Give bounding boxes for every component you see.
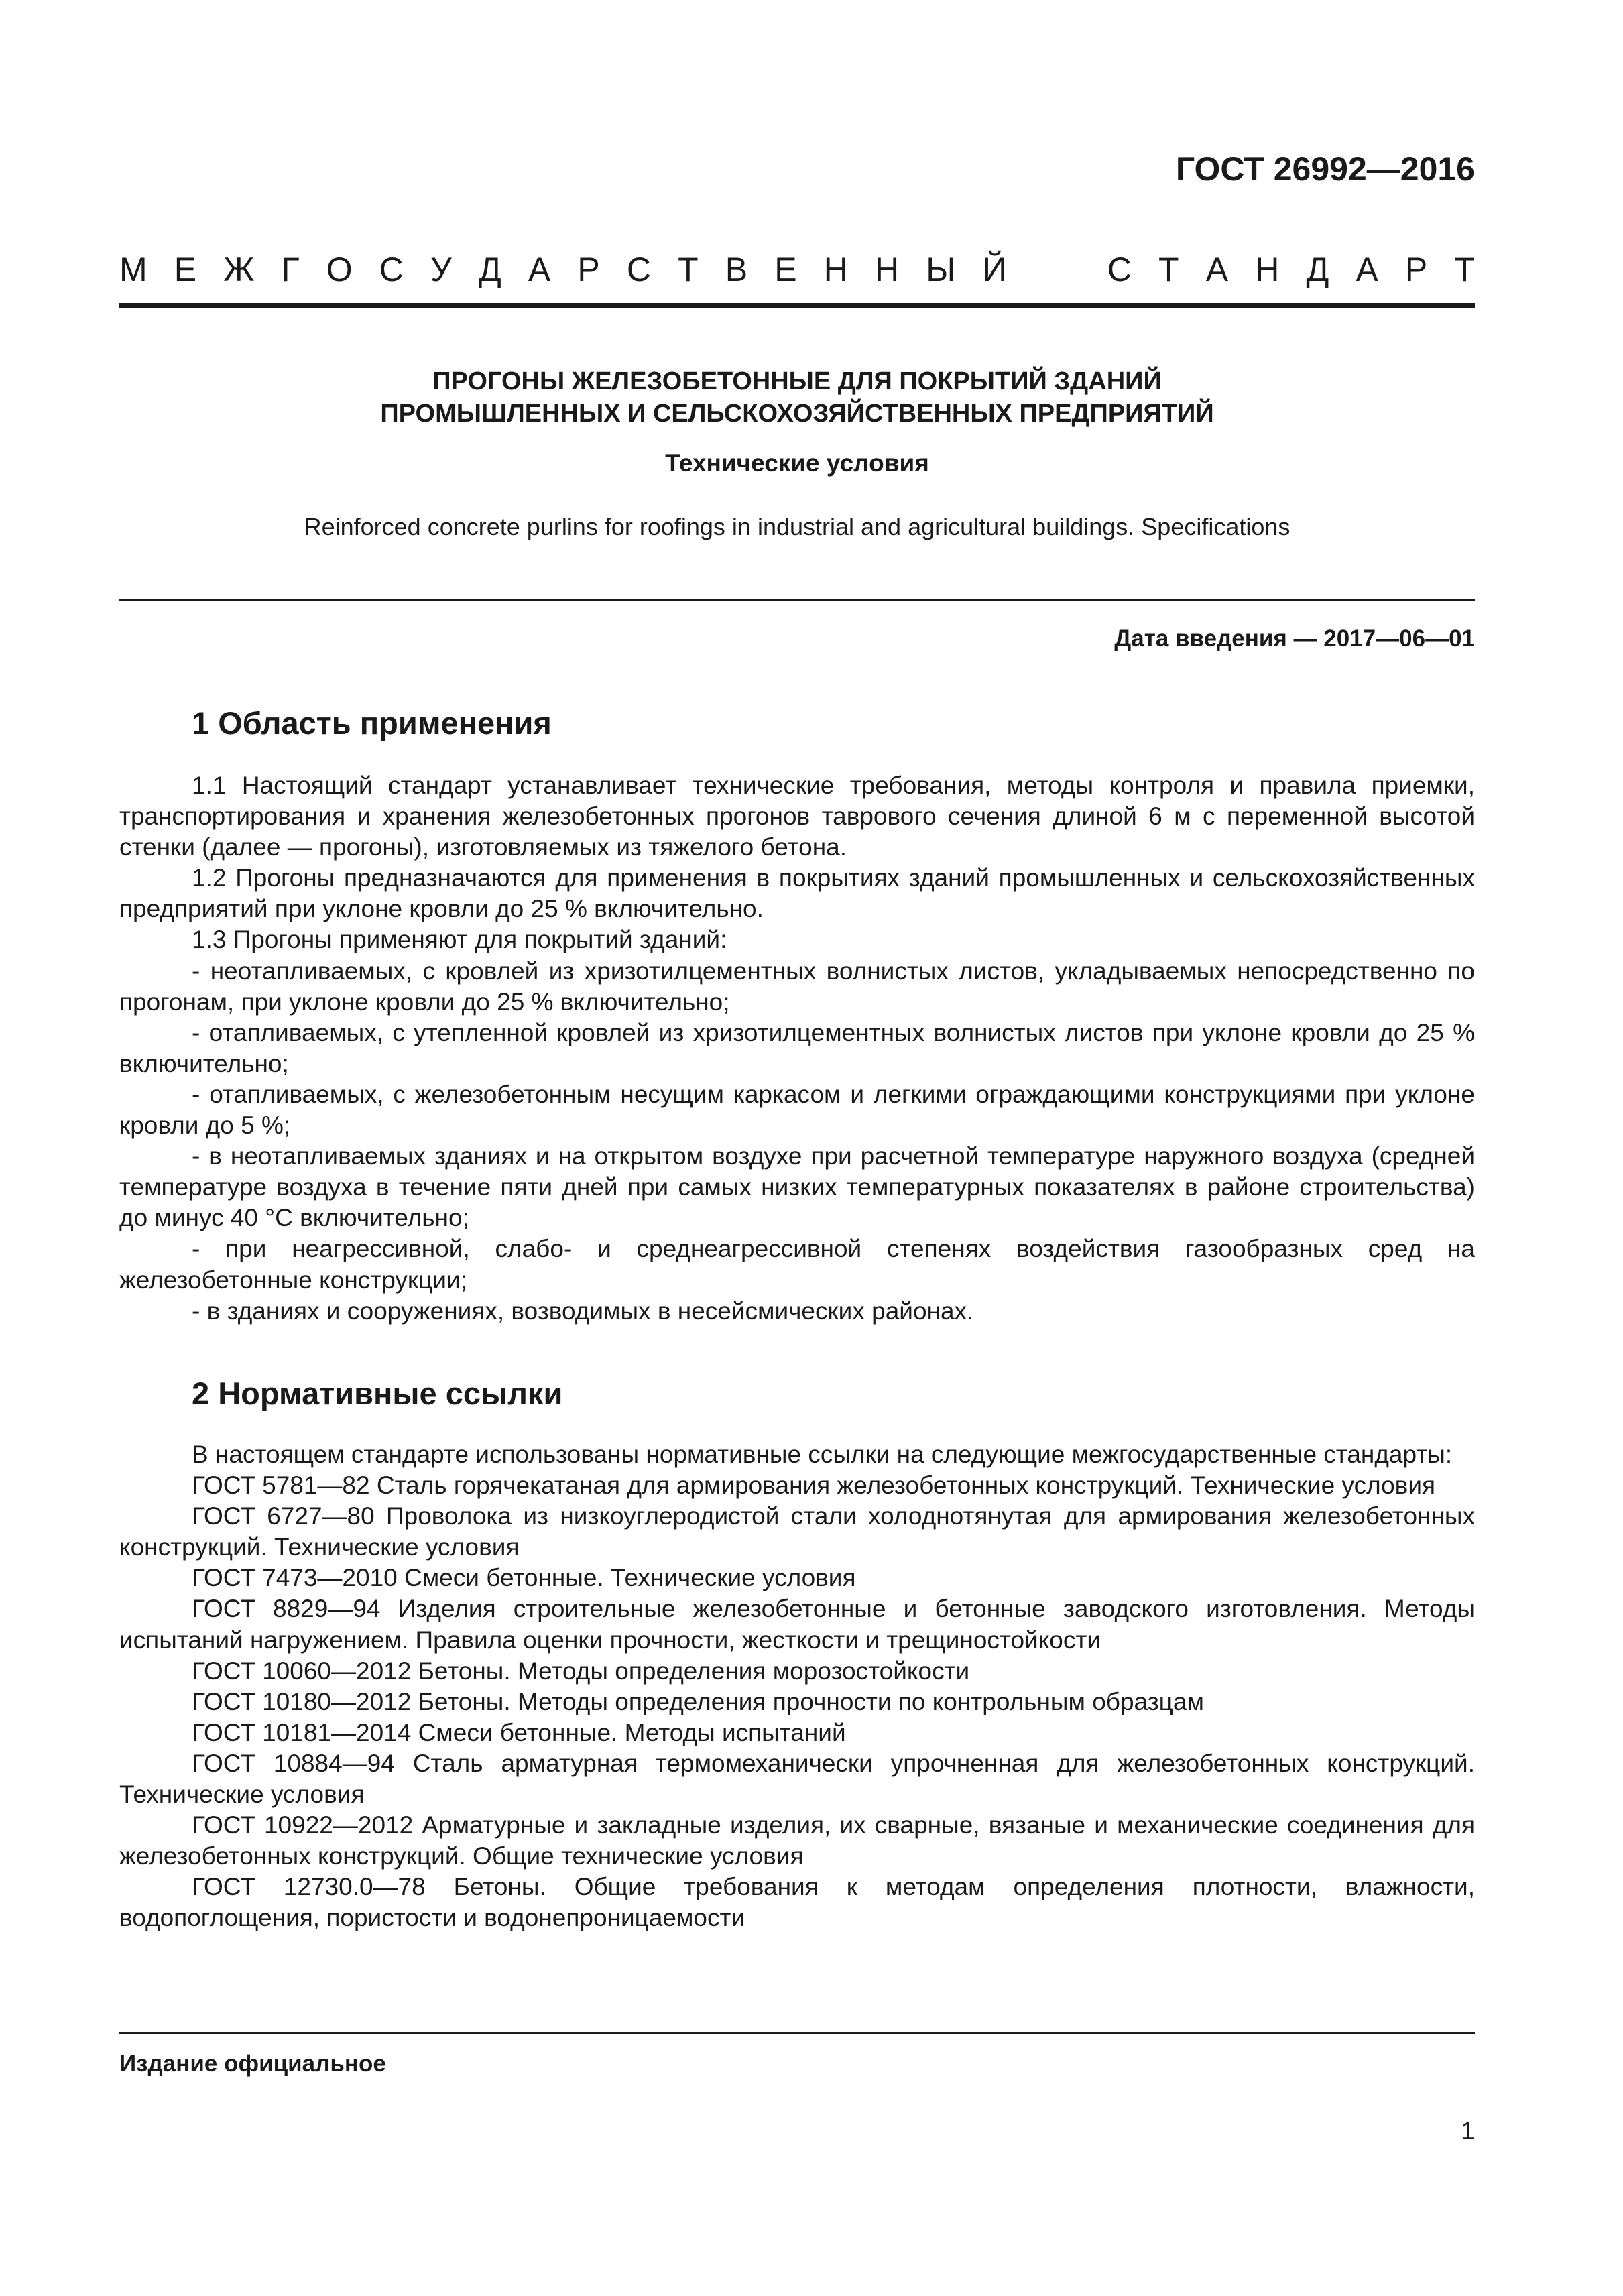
reference-item: ГОСТ 10180—2012 Бетоны. Методы определения прочности по контрольным образцам [192, 1687, 1204, 1715]
document-code: ГОСТ 26992—2016 [1175, 150, 1475, 188]
standard-type-letter: Т [1454, 251, 1475, 288]
standard-type-letter: У [430, 251, 452, 288]
list-item: - при неагрессивной, слабо- и среднеагрессивной степенях воздействия газообразных сред на железобетонные конструкции; [119, 1235, 1475, 1294]
list-item: - отапливаемых, с утепленной кровлей из хризотилцементных волнистых листов при уклоне кровли до 25 % включительно; [119, 1018, 1475, 1077]
reference-item: ГОСТ 10181—2014 Смеси бетонные. Методы испытаний [192, 1718, 846, 1746]
section-body-references [119, 1439, 1475, 1934]
standard-type-letter: С [1107, 251, 1132, 288]
section-heading-scope: 1 Область применения [192, 705, 552, 741]
standard-type-letter: Т [1158, 251, 1179, 288]
paragraph: 1.3 Прогоны применяют для покрытий зданий: [192, 926, 727, 954]
reference-item: ГОСТ 5781—82 Сталь горячекатаная для армирования железобетонных конструкций. Технические условия [192, 1471, 1436, 1500]
standard-type-letter: В [725, 251, 748, 288]
reference-item: ГОСТ 12730.0—78 Бетоны. Общие требования к методам определения плотности, влажности, водопоглощения, пористости и водонепроницаемости [119, 1873, 1475, 1932]
paragraph: 1.2 Прогоны предназначаются для применения в покрытиях зданий промышленных и сельскохозяйственных предприятий при уклоне кровли до 25 % включительно. [119, 864, 1475, 923]
standard-type-letter: Ы [926, 251, 956, 288]
standard-type-letter: Ж [223, 251, 255, 288]
list-item: - в неотапливаемых зданиях и на открытом воздухе при расчетной температуре наружного воздуха (средней температуре воздуха в течение пяти дней при самых низких температурных показателях в районе строительства) до минус 40 °С включительно; [119, 1142, 1475, 1232]
standard-type-letter: Н [1255, 251, 1280, 288]
standard-type-letter: Й [982, 251, 1007, 288]
reference-item: ГОСТ 6727—80 Проволока из низкоуглеродистой стали холоднотянутая для армирования железобетонных конструкций. Технические условия [119, 1502, 1475, 1561]
paragraph: В настоящем стандарте использованы нормативные ссылки на следующие межгосударственные стандарты: [192, 1441, 1453, 1468]
standard-type-letter: Р [1404, 251, 1428, 288]
reference-item: ГОСТ 8829—94 Изделия строительные железобетонные и бетонные заводского изготовления. Методы испытаний нагружением. Правила оценки прочности, жесткости и трещиностойкости [119, 1595, 1475, 1654]
reference-item: ГОСТ 10060—2012 Бетоны. Методы определения морозостойкости [192, 1656, 970, 1685]
reference-item: ГОСТ 10884—94 Сталь арматурная термомеханически упрочненная для железобетонных конструкций. Технические условия [119, 1749, 1475, 1809]
standard-type-letter: Р [577, 251, 600, 288]
page-number: 1 [1461, 2117, 1475, 2144]
title-subtitle: Технические условия [665, 449, 929, 477]
list-item: - отапливаемых, с железобетонным несущим каркасом и легкими ограждающими конструкциями при уклоне кровли до 5 %; [119, 1080, 1475, 1140]
title-line-1: ПРОГОНЫ ЖЕЛЕЗОБЕТОННЫЕ ДЛЯ ПОКРЫТИЙ ЗДАНИЙ [432, 367, 1162, 396]
standard-type-letter: Н [823, 251, 848, 288]
list-item: - в зданиях и сооружениях, возводимых в несейсмических районах. [192, 1296, 974, 1325]
edition-label: Издание официальное [119, 2051, 386, 2077]
standard-type-letter: А [528, 251, 551, 288]
standard-type-letter: М [119, 251, 147, 288]
title-english: Reinforced concrete purlins for roofings in industrial and agricultural buildings. Specifications [304, 513, 1290, 540]
standard-type-letter: С [626, 251, 651, 288]
standard-type-letter: Д [1306, 251, 1329, 288]
standard-type-letter: А [1356, 251, 1378, 288]
introduction-date: Дата введения — 2017—06—01 [1114, 625, 1475, 652]
standard-type-letter: С [379, 251, 404, 288]
standard-type-letter: Г [281, 251, 300, 288]
section-body-scope [119, 770, 1475, 1327]
paragraph: 1.1 Настоящий стандарт устанавливает технические требования, методы контроля и правила приемки, транспортирования и хранения железобетонных прогонов таврового сечения длиной 6 м с переменной высотой стенки (далее — прогоны), изготовляемых из тяжелого бетона. [119, 772, 1475, 861]
title-line-2: ПРОМЫШЛЕННЫХ И СЕЛЬСКОХОЗЯЙСТВЕННЫХ ПРЕДПРИЯТИЙ [380, 400, 1214, 428]
reference-item: ГОСТ 10922—2012 Арматурные и закладные изделия, их сварные, вязаные и механические соединения для железобетонных конструкций. Общие технические условия [119, 1811, 1475, 1870]
standard-type-letter: О [326, 251, 353, 288]
header-rule [119, 303, 1475, 308]
standard-type-heading [119, 249, 1475, 290]
standard-type-letter: Т [678, 251, 699, 288]
standard-type-letter: Е [174, 251, 197, 288]
standard-type-letter: Е [774, 251, 797, 288]
standard-type-letter: А [1205, 251, 1229, 288]
list-item: - неотапливаемых, с кровлей из хризотилцементных волнистых листов, укладываемых непосредственно по прогонам, при уклоне кровли до 25 % включительно; [119, 957, 1475, 1016]
reference-item: ГОСТ 7473—2010 Смеси бетонные. Технические условия [192, 1564, 856, 1592]
standard-type-letter: Д [478, 251, 501, 288]
title-rule [119, 599, 1475, 601]
standard-type-letter: Н [875, 251, 900, 288]
section-heading-references: 2 Нормативные ссылки [192, 1376, 563, 1411]
footer-rule [119, 2032, 1475, 2034]
